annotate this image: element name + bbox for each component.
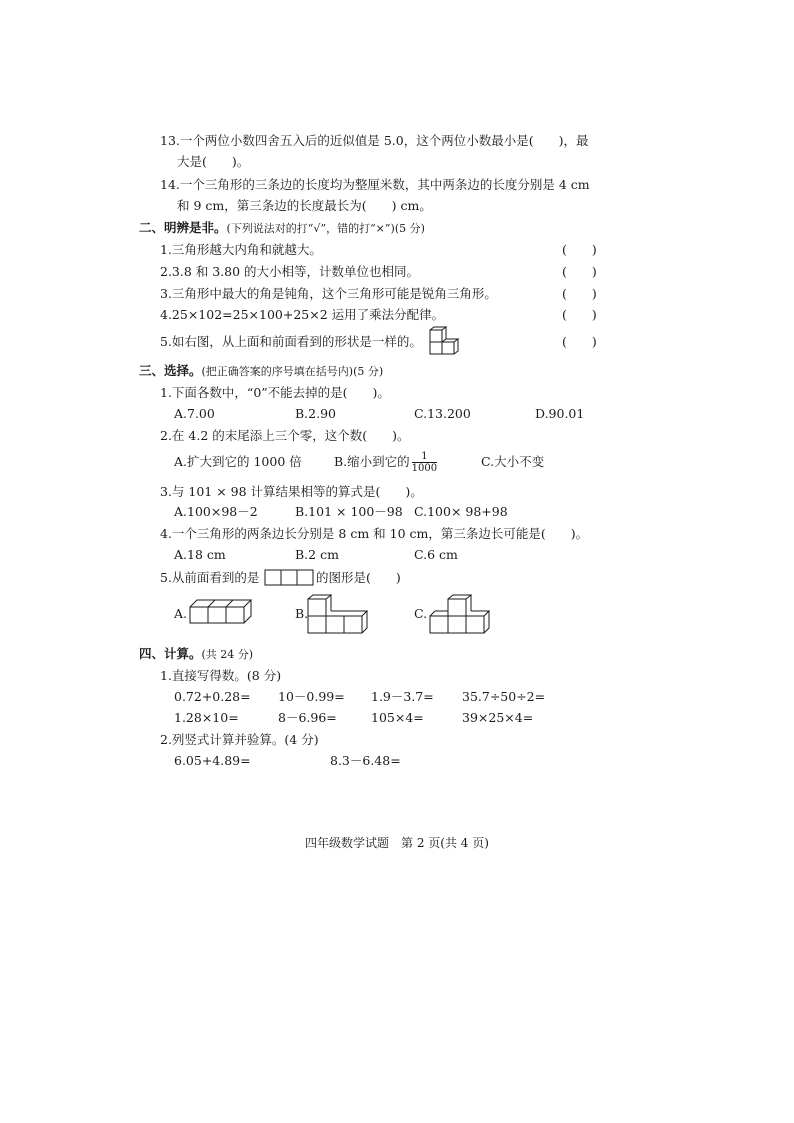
judge-answer-1[interactable]: ( ) [562,242,597,257]
calc-item: 39×25×4= [462,710,534,725]
section-4-title: 四、计算。 [139,646,202,661]
vertical-calc-item: 6.05+4.89= [174,753,251,768]
choice-q3-option-b[interactable]: B.101 × 100－98 [295,504,403,519]
choice-q5-option-c[interactable]: C. [414,606,428,621]
fraction-denominator: 1000 [411,463,438,474]
choice-q4-option-c[interactable]: C.6 cm [414,547,458,562]
judge-answer-4[interactable]: ( ) [562,307,597,322]
judge-item-2: 2.3.8 和 3.80 的大小相等，计数单位也相同。 [160,264,420,279]
section-4-heading [139,646,253,663]
judge-item-3: 3.三角形中最大的角是钝角，这个三角形可能是锐角三角形。 [160,286,497,301]
q14-line2: 和 9 cm，第三条边的长度最长为( ) cm。 [177,198,432,213]
choice-q2-option-b[interactable] [334,448,437,476]
section-2-title: 二、明辨是非。 [139,220,227,235]
choice-q2-option-c[interactable]: C.大小不变 [481,454,545,469]
choice-q5-suffix: 的图形是( ) [316,570,401,585]
option-b-cubes-icon [306,594,368,636]
calc-item: 1.28×10= [174,710,239,725]
cube-figure-icon [426,326,460,356]
section-2-note: (下列说法对的打“√”，错的打“×”)(5 分) [226,222,425,235]
choice-q4-option-b[interactable]: B.2 cm [295,547,339,562]
choice-q4-option-a[interactable]: A.18 cm [174,547,226,562]
choice-q2: 2.在 4.2 的末尾添上三个零，这个数( )。 [160,428,410,443]
judge-item-5: 5.如右图，从上面和前面看到的形状是一样的。 [160,334,422,349]
choice-q3: 3.与 101 × 98 计算结果相等的算式是( )。 [160,484,423,499]
choice-q3-option-c[interactable]: C.100× 98+98 [414,504,508,519]
section-2-heading [139,220,425,237]
fraction [412,451,437,474]
option-c-cubes-icon [428,594,490,636]
choice-q3-option-a[interactable]: A.100×98－2 [174,504,258,519]
judge-answer-5[interactable]: ( ) [562,334,597,349]
judge-answer-2[interactable]: ( ) [562,264,597,279]
front-view-figure-icon [264,568,316,588]
page-footer: 四年级数学试题 第 2 页(共 4 页) [305,836,489,850]
choice-q1-option-a[interactable]: A.7.00 [174,406,215,421]
calc-item: 10－0.99= [278,689,345,704]
judge-answer-3[interactable]: ( ) [562,286,597,301]
choice-q4: 4.一个三角形的两条边长分别是 8 cm 和 10 cm，第三条边长可能是( )。 [160,526,589,541]
judge-item-4: 4.25×102=25×100+25×2 运用了乘法分配律。 [160,307,445,322]
judge-item-1: 1.三角形越大内角和就越大。 [160,242,322,257]
q14-line1: 14.一个三角形的三条边的长度均为整厘米数，其中两条边的长度分别是 4 cm [160,177,590,192]
section-4-note: (共 24 分) [201,648,254,661]
calc-subsection-2: 2.列竖式计算并验算。(4 分) [160,732,319,747]
choice-q2-option-a[interactable]: A.扩大到它的 1000 倍 [174,454,302,469]
calc-item: 105×4= [371,710,424,725]
section-3-title: 三、选择。 [139,363,202,378]
choice-q5-option-b[interactable]: B. [295,606,309,621]
choice-q1-option-c[interactable]: C.13.200 [414,406,471,421]
q13-line2: 大是( )。 [177,154,250,169]
calc-item: 8－6.96= [278,710,337,725]
calc-item: 35.7÷50÷2= [462,689,546,704]
section-3-heading [139,363,383,380]
calc-item: 0.72+0.28= [174,689,251,704]
choice-q2-option-b-text: B.缩小到它的 [334,454,410,469]
q13-line1: 13.一个两位小数四舍五入后的近似值是 5.0，这个两位小数最小是( )，最 [160,133,589,148]
section-3-note: (把正确答案的序号填在括号内)(5 分) [201,365,384,378]
choice-q1-option-b[interactable]: B.2.90 [295,406,336,421]
option-a-cubes-icon [188,596,256,626]
choice-q5-option-a[interactable]: A. [174,606,188,621]
choice-q1: 1.下面各数中，“0”不能去掉的是( )。 [160,385,390,400]
calc-subsection-1: 1.直接写得数。(8 分) [160,668,282,683]
choice-q1-option-d[interactable]: D.90.01 [535,406,585,421]
calc-item: 1.9－3.7= [371,689,434,704]
fraction-numerator: 1 [412,451,437,463]
choice-q5-prefix: 5.从前面看到的是 [160,570,260,585]
vertical-calc-item: 8.3－6.48= [330,753,401,768]
